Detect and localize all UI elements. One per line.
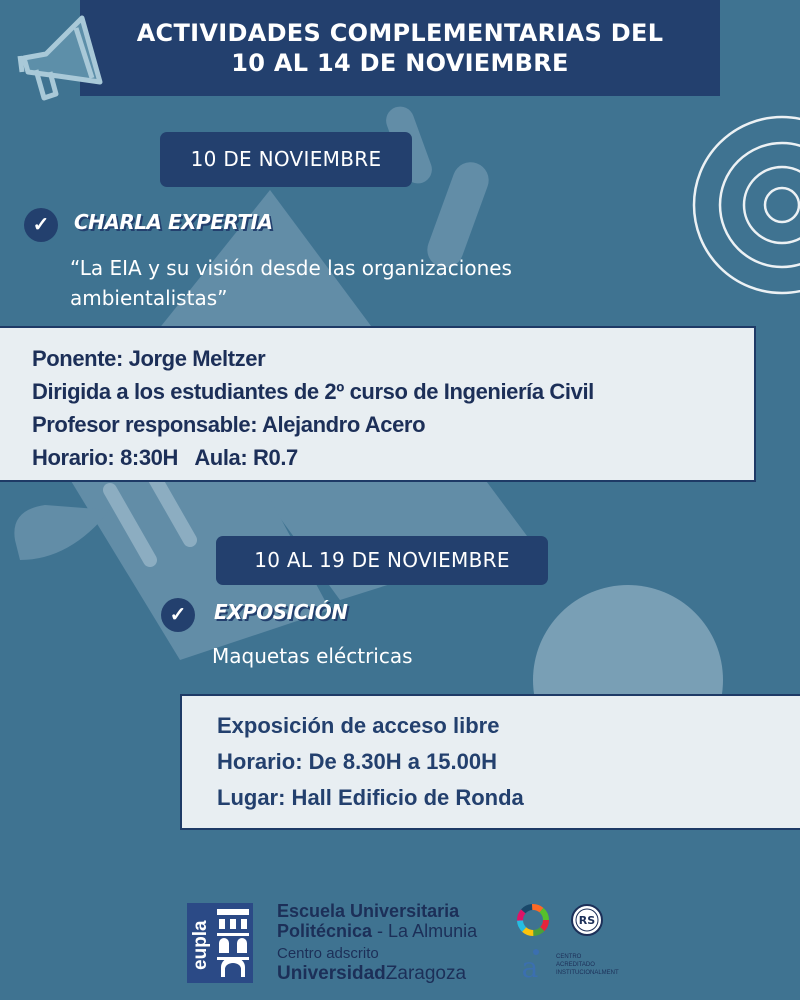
school-name-line2 xyxy=(277,921,477,941)
school-name-rest: - La Almunia xyxy=(372,921,478,941)
accredited-text-line1: CENTRO xyxy=(556,954,582,960)
university-name-bold: Universidad xyxy=(277,963,386,984)
check-icon: ✓ xyxy=(161,598,195,632)
event1-schedule: Horario: 8:30H Aula: R0.7 xyxy=(32,445,298,470)
ods-icon xyxy=(516,903,550,937)
university-name xyxy=(277,963,466,985)
school-name-bold: Politécnica xyxy=(277,921,373,941)
event2-access: Exposición de acceso libre xyxy=(217,713,500,738)
event1-date-badge: 10 DE NOVIEMBRE xyxy=(160,132,412,187)
svg-text:a: a xyxy=(521,951,539,979)
title-line-1: ACTIVIDADES COMPLEMENTARIAS DEL xyxy=(136,19,664,47)
school-name-line1: Escuela Universitaria xyxy=(277,901,460,921)
rs-seal-icon xyxy=(567,903,607,937)
event2-description: Maquetas eléctricas xyxy=(212,644,413,668)
event2-schedule: Horario: De 8.30H a 15.00H xyxy=(217,749,498,774)
accredited-text-line3: INSTITUCIONALMENT xyxy=(556,970,619,976)
event1-speaker: Ponente: Jorge Meltzer xyxy=(32,346,266,371)
check-icon: ✓ xyxy=(24,208,58,242)
event1-professor: Profesor responsable: Alejandro Acero xyxy=(32,412,426,437)
accredited-text-line2: ACREDITADO xyxy=(556,962,595,968)
event1-audience: Dirigida a los estudiantes de 2º curso de Ingeniería Civil xyxy=(32,379,594,404)
rs-label: RS xyxy=(578,914,596,927)
university-name-rest: Zaragoza xyxy=(385,963,467,984)
megaphone-icon xyxy=(14,6,114,106)
event2-date-badge: 10 AL 19 DE NOVIEMBRE xyxy=(216,536,548,585)
event1-title: CHARLA EXPERTIA xyxy=(74,210,273,234)
eupla-logo-text: eupla xyxy=(190,920,211,970)
title-line-2: 10 AL 14 DE NOVIEMBRE xyxy=(231,49,569,77)
page-title xyxy=(80,0,720,96)
event2-location: Lugar: Hall Edificio de Ronda xyxy=(217,785,524,810)
accredited-mark-icon xyxy=(516,947,546,979)
building-icon xyxy=(215,907,251,979)
event2-details-box xyxy=(180,694,800,830)
school-name xyxy=(277,901,477,941)
event1-details-box xyxy=(0,326,756,482)
event2-title: EXPOSICIÓN xyxy=(214,600,348,624)
event1-description: “La EIA y su visión desde las organizaciones ambientalistas” xyxy=(70,256,512,310)
accredited-text xyxy=(556,953,636,977)
school-subtitle: Centro adscrito xyxy=(277,945,379,962)
